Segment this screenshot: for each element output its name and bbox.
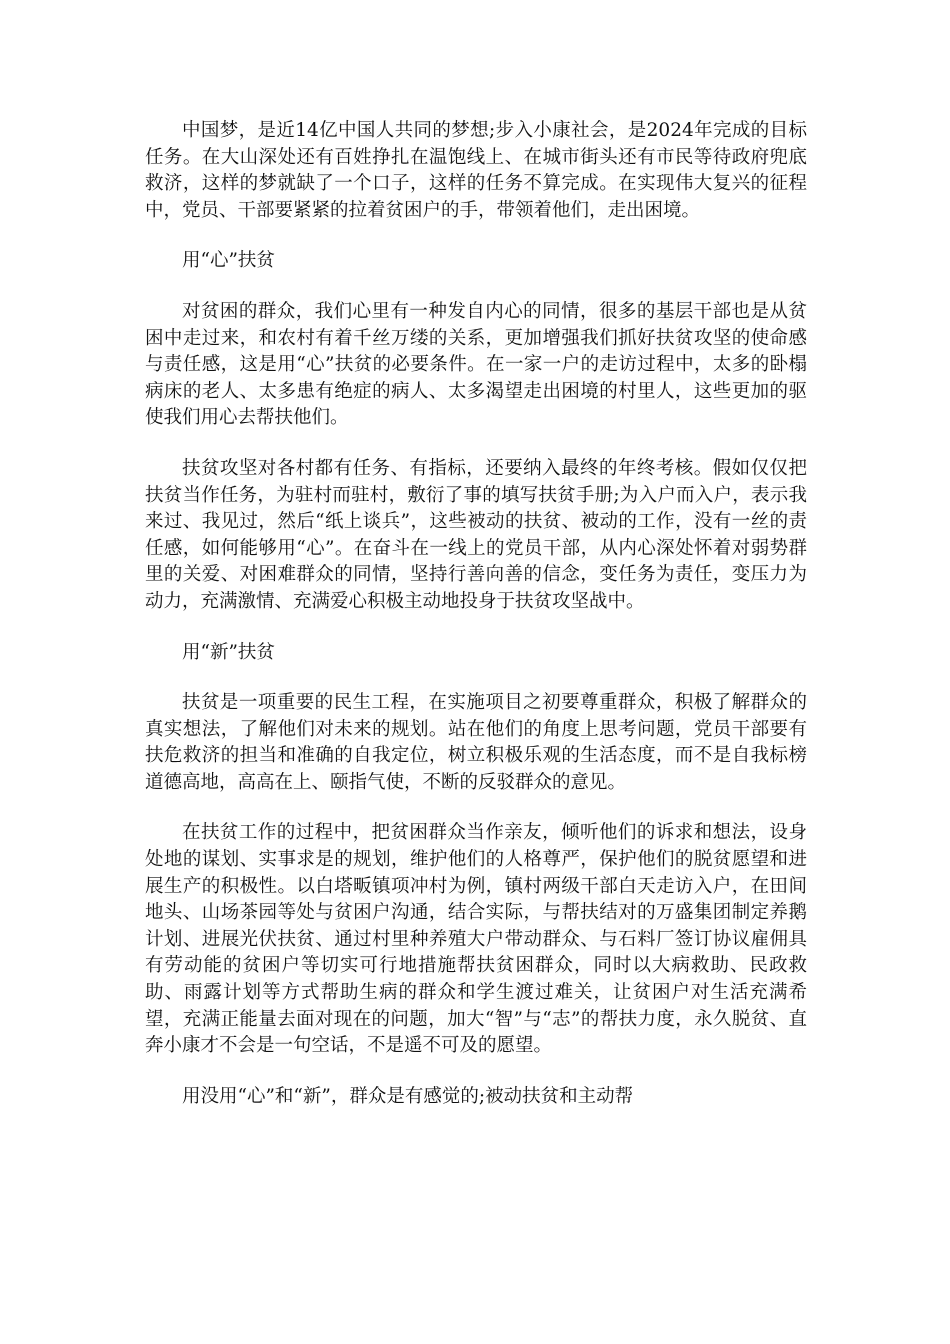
section-heading-new: 用“新”扶贫	[182, 641, 275, 663]
paragraph-closing: 用没用“心”和“新”，群众是有感觉的;被动扶贫和主动帮	[182, 1085, 634, 1107]
paragraph-heart-1: 对贫困的群众，我们心里有一种发自内心的同情，很多的基层干部也是从贫困中走过来，和农村有着千丝万缕的关系，更加增强我们抓好扶贫攻坚的使命感与责任感，这是用“心”扶贫的必要条件。在一家一户的走访过程中，太多的卧榻病床的老人、太多患有绝症的病人、太多渴望走出困境的村里人，这些更加的驱使我们用心去帮扶他们。	[145, 300, 807, 429]
paragraph-new-2: 在扶贫工作的过程中，把贫困群众当作亲友，倾听他们的诉求和想法，设身处地的谋划、实事求是的规划，维护他们的人格尊严，保护他们的脱贫愿望和进展生产的积极性。以白塔畈镇项冲村为例，镇村两级干部白天走访入户，在田间地头、山场茶园等处与贫困户沟通，结合实际，与帮扶结对的万盛集团制定养鹅计划、进展光伏扶贫、通过村里种养殖大户带动群众、与石料厂签订协议雇佣具有劳动能的贫困户等切实可行地措施帮扶贫困群众，同时以大病救助、民政救助、雨露计划等方式帮助生病的群众和学生渡过难关，让贫困户对生活充满希望，充满正能量去面对现在的问题，加大“智”与“志”的帮扶力度，永久脱贫、直奔小康才不会是一句空话，不是遥不可及的愿望。	[145, 822, 807, 1057]
paragraph-intro: 中国梦，是近14亿中国人共同的梦想;步入小康社会，是2024年完成的目标任务。在大山深处还有百姓挣扎在温饱线上、在城市街头还有市民等待政府兜底救济，这样的梦就缺了一个口子，这样的任务不算完成。在实现伟大复兴的征程中，党员、干部要紧紧的拉着贫困户的手，带领着他们，走出困境。	[145, 120, 807, 221]
paragraph-new-1: 扶贫是一项重要的民生工程，在实施项目之初要尊重群众，积极了解群众的真实想法，了解他们对未来的规划。站在他们的角度上思考问题，党员干部要有扶危救济的担当和准确的自我定位，树立积极乐观的生活态度，而不是自我标榜道德高地，高高在上、颐指气使，不断的反驳群众的意见。	[145, 692, 807, 793]
document-body	[145, 118, 807, 1134]
section-heading-heart: 用“心”扶贫	[182, 250, 275, 272]
paragraph-heart-2: 扶贫攻坚对各村都有任务、有指标，还要纳入最终的年终考核。假如仅仅把扶贫当作任务，为驻村而驻村，敷衍了事的填写扶贫手册;为入户而入户，表示我来过、我见过，然后“纸上谈兵”，这些被动的扶贫、被动的工作，没有一丝的责任感，如何能够用“心”。在奋斗在一线上的党员干部，从内心深处怀着对弱势群里的关爱、对困难群众的同情，坚持行善向善的信念，变任务为责任，变压力为动力，充满激情、充满爱心积极主动地投身于扶贫攻坚战中。	[145, 457, 807, 612]
